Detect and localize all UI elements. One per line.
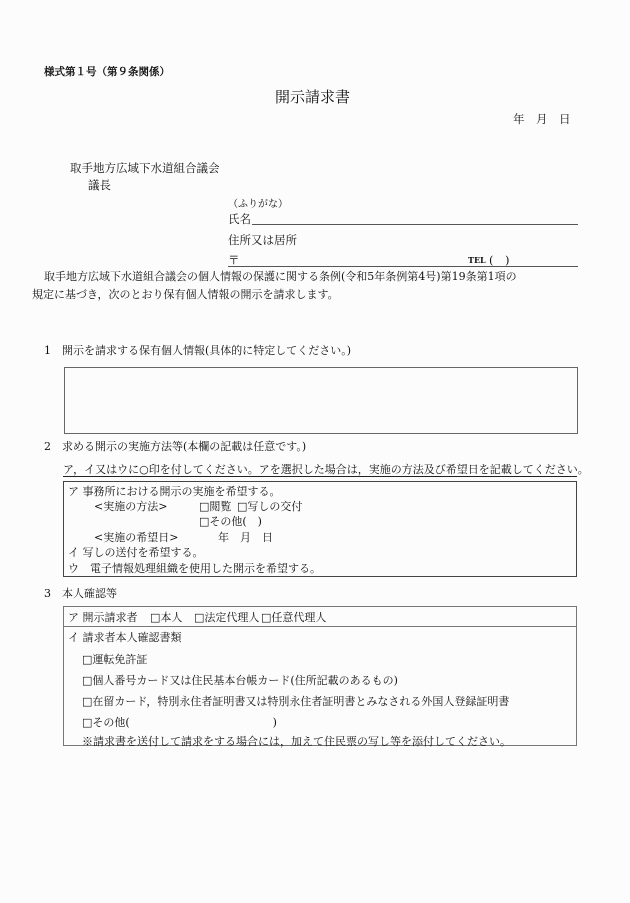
address-label: 住所又は居所 [228,233,297,247]
method-label: <実施の方法> [94,500,168,513]
requester-type-label: ア 開示請求者 [68,611,138,624]
addressee-recipient: 議長 [88,178,111,192]
preferred-date-field[interactable]: 年 月 日 [218,531,273,544]
self-checkbox[interactable]: □本人 [150,611,183,624]
doc-other[interactable]: □その他( ) [82,716,277,729]
addressee-organization: 取手地方広域下水道組合議会 [70,161,220,175]
name-input[interactable] [252,211,578,225]
section2-heading: 2 求める開示の実施方法等(本欄の記載は任意です。) [44,440,307,453]
doc-residence-card[interactable]: □在留カード，特別永住者証明書又は特別永住者証明書とみなされる外国人登録証明書 [82,695,510,708]
personal-info-textarea[interactable] [64,367,578,434]
date-field[interactable]: 年 月 日 [513,112,571,126]
postal-mark: 〒 [228,253,240,267]
option-a[interactable]: ア 事務所における開示の実施を希望する。 [68,485,281,498]
documents-heading: イ 請求者本人確認書類 [68,631,182,644]
intro-line-2: 規定に基づき，次のとおり保有個人情報の開示を請求します。 [32,288,339,301]
address-input[interactable] [228,252,578,267]
requester-type-row [64,607,576,626]
method-view-checkbox[interactable]: □閲覧 [199,500,232,513]
option-c[interactable]: ウ 電子情報処理組織を使用した開示を希望する。 [68,562,321,575]
identity-table [63,606,577,746]
section1-heading: 1 開示を請求する保有個人情報(具体的に特定してください。) [44,344,352,357]
date-label: <実施の希望日> [94,531,179,544]
doc-drivers-license[interactable]: □運転免許証 [82,653,148,666]
method-copy-checkbox[interactable]: □写しの交付 [237,500,303,513]
option-b[interactable]: イ 写しの送付を希望する。 [68,546,204,559]
intro-line-1: 取手地方広域下水道組合議会の個人情報の保護に関する条例(令和5年条例第4号)第19条第1項の [44,270,517,283]
form-code: 様式第１号（第９条関係） [44,66,170,78]
instruction-underline [63,461,577,477]
name-label: 氏名 [228,212,251,226]
documents-note: ※請求書を送付して請求をする場合には，加えて住民票の写し等を添付してください。 [82,735,511,748]
legal-agent-checkbox[interactable]: □法定代理人 [194,611,260,624]
page-title: 開示請求書 [275,88,351,106]
furigana-label: （ふりがな） [228,199,288,210]
row-divider [64,626,576,627]
section2-instruction: ア，イ又はウに○印を付してください。アを選択した場合は，実施の方法及び希望日を記載してください。 [63,463,589,476]
tel-parens: ( ) [489,253,510,267]
voluntary-agent-checkbox[interactable]: □任意代理人 [261,611,327,624]
tel-label: TEL [468,255,486,265]
method-other-checkbox[interactable]: □その他( ) [199,515,262,528]
method-box [63,481,577,577]
section3-heading: 3 本人確認等 [44,587,117,600]
doc-my-number-card[interactable]: □個人番号カード又は住民基本台帳カード(住所記載のあるもの) [82,674,398,687]
